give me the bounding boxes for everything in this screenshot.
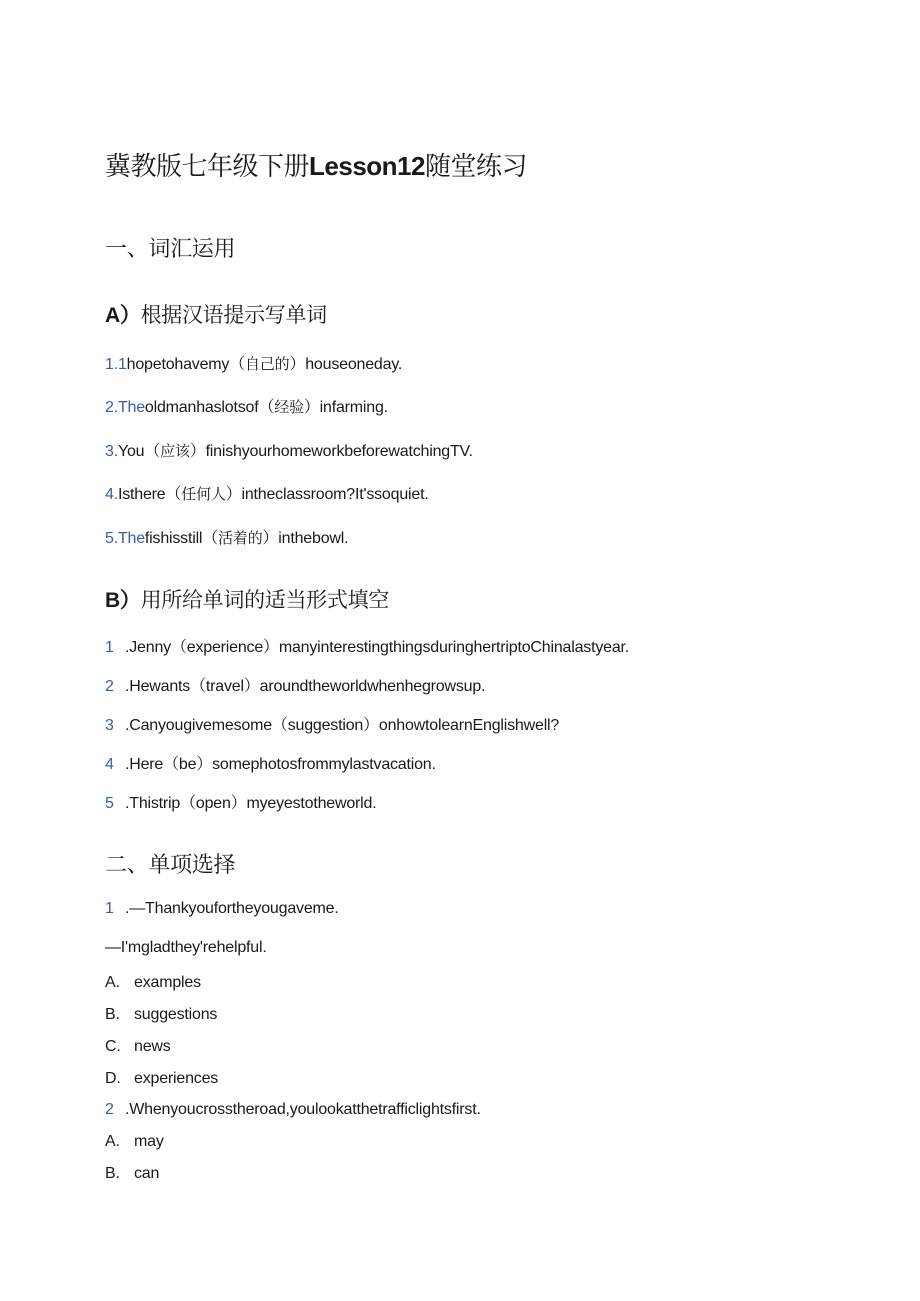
- item-hint: 自己的: [245, 356, 290, 373]
- option-letter: A.: [105, 1133, 120, 1150]
- option-item: [105, 1165, 159, 1183]
- item-number: 3: [105, 717, 114, 734]
- list-item: [105, 438, 473, 461]
- list-item: [105, 673, 485, 696]
- item-number: 5: [105, 795, 114, 812]
- title-lesson: Lesson12: [309, 151, 425, 181]
- option-item: [105, 1038, 171, 1056]
- item-text: ）infarming.: [303, 399, 388, 416]
- title-suffix: 随堂练习: [424, 151, 527, 181]
- item-text: fishisstill（: [144, 530, 219, 547]
- question-number: 2: [105, 1101, 114, 1118]
- item-number: 1: [105, 639, 114, 656]
- question-text: .Whenyoucrosstheroad,youlookatthetrafficlightsfirst.: [125, 1101, 481, 1118]
- item-hint: 活着的: [218, 530, 263, 547]
- item-number: 3.: [105, 443, 118, 460]
- list-item: [105, 790, 376, 813]
- question-reply: —I'mgladthey'rehelpful.: [105, 939, 267, 956]
- item-text: oldmanhaslotsof（: [144, 399, 275, 416]
- list-item: [105, 394, 388, 417]
- list-item: [105, 634, 629, 657]
- item-number: 4.: [105, 486, 118, 503]
- partA-title: 根据汉语提示写单词: [140, 304, 327, 327]
- item-number: 5.The: [105, 530, 145, 547]
- item-hint: 经验: [274, 399, 304, 416]
- option-item: [105, 974, 201, 992]
- item-text: .Thistrip（open）myeyestotheworld.: [125, 795, 377, 812]
- partB-heading: [105, 584, 389, 614]
- item-text: .Canyougivemesome（suggestion）onhowtolearnEnglishwell?: [125, 717, 560, 734]
- item-number: 2: [105, 678, 114, 695]
- option-text: news: [134, 1038, 171, 1055]
- document-title: [105, 146, 527, 183]
- item-number: 2.The: [105, 399, 145, 416]
- option-letter: B.: [105, 1165, 120, 1182]
- partA-heading: [105, 299, 327, 329]
- item-text: .Hewants（travel）aroundtheworldwhenhegrowsup.: [125, 678, 486, 695]
- item-text: ）houseoneday.: [289, 356, 403, 373]
- partB-mark: B）: [105, 589, 141, 612]
- question-text: .—Thankyoufortheyougaveme.: [125, 900, 339, 917]
- item-text: ）finishyourhomeworkbeforewatchingTV.: [189, 443, 473, 460]
- option-item: [105, 1070, 218, 1088]
- question-number: 1: [105, 900, 114, 917]
- list-item: [105, 481, 429, 504]
- item-number: 4: [105, 756, 114, 773]
- item-text: ）inthebowl.: [262, 530, 349, 547]
- option-text: examples: [134, 974, 201, 991]
- list-item: [105, 712, 559, 735]
- question-stem: [105, 1101, 481, 1119]
- item-text: Isthere（: [117, 486, 182, 503]
- option-item: [105, 1006, 217, 1024]
- option-text: may: [134, 1133, 164, 1150]
- option-text: can: [134, 1165, 160, 1182]
- option-item: [105, 1133, 164, 1151]
- question-stem: [105, 900, 339, 918]
- list-item: [105, 351, 402, 374]
- section1-heading: 一、词汇运用: [105, 236, 236, 261]
- item-hint: 应该: [160, 443, 190, 460]
- option-text: suggestions: [134, 1006, 218, 1023]
- list-item: [105, 751, 436, 774]
- list-item: [105, 525, 348, 548]
- section2-heading: 二、单项选择: [105, 852, 236, 877]
- item-text: ）intheclassroom?It'ssoquiet.: [225, 486, 429, 503]
- item-text: hopetohavemy（: [126, 356, 246, 373]
- partB-title: 用所给单词的适当形式填空: [140, 589, 389, 612]
- option-letter: D.: [105, 1070, 121, 1087]
- partA-mark: A）: [105, 304, 141, 327]
- item-text: You（: [117, 443, 161, 460]
- item-text: .Here（be）somephotosfrommylastvacation.: [125, 756, 436, 773]
- item-text: .Jenny（experience）manyinterestingthingsduringhertriptoChinalastyear.: [125, 639, 630, 656]
- option-letter: C.: [105, 1038, 121, 1055]
- item-number: 1.1: [105, 356, 127, 373]
- option-letter: A.: [105, 974, 120, 991]
- title-prefix: 冀教版七年级下册: [105, 151, 310, 181]
- option-text: experiences: [134, 1070, 219, 1087]
- option-letter: B.: [105, 1006, 120, 1023]
- item-hint: 任何人: [181, 486, 226, 503]
